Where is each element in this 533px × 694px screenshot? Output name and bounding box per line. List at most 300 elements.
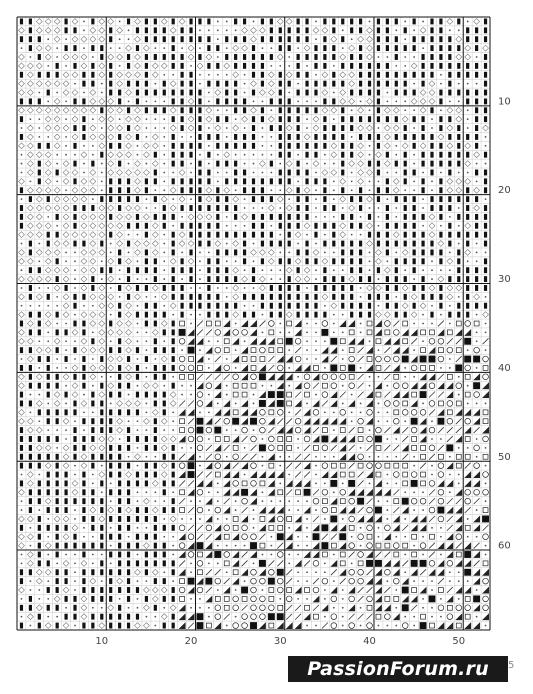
- cell-symbol-square: [465, 596, 470, 601]
- cell-symbol-dot: [485, 483, 487, 485]
- cell-symbol-diagonal: [295, 347, 301, 353]
- cell-symbol-diamond: [27, 356, 33, 362]
- cell-symbol-bar: [261, 214, 264, 220]
- cell-symbol-diamond: [358, 107, 364, 113]
- cell-symbol-bar: [297, 54, 300, 60]
- cell-symbol-dot: [458, 376, 460, 378]
- cell-symbol-diamond: [27, 427, 33, 433]
- cell-symbol-bar: [127, 383, 130, 389]
- cell-symbol-bar: [359, 72, 362, 78]
- cell-symbol-dot: [262, 154, 264, 156]
- cell-symbol-diagonal: [313, 489, 319, 495]
- cell-symbol-bar: [430, 134, 433, 140]
- cell-symbol-bar: [466, 267, 469, 273]
- cell-symbol-diamond: [108, 605, 114, 611]
- cell-symbol-bar: [457, 267, 460, 273]
- cell-symbol-diagonal: [322, 623, 328, 629]
- cell-symbol-diagonal: [384, 374, 390, 380]
- cell-symbol-dot: [163, 500, 165, 502]
- cell-symbol-diamond: [206, 116, 212, 122]
- cell-symbol-diagonal: [447, 516, 453, 522]
- cell-symbol-diamond: [143, 214, 149, 220]
- cell-symbol-bar: [109, 90, 112, 96]
- cell-symbol-circle: [349, 356, 355, 362]
- cell-symbol-diamond: [135, 401, 141, 407]
- cell-symbol-dot: [279, 456, 281, 458]
- cell-symbol-dot: [315, 216, 317, 218]
- cell-symbol-bar: [127, 276, 130, 282]
- cell-symbol-diamond: [152, 409, 158, 415]
- cell-symbol-diagonal: [313, 516, 319, 522]
- cell-symbol-dot: [413, 456, 415, 458]
- cell-symbol-diamond: [367, 285, 373, 291]
- cell-symbol-bar: [252, 134, 255, 140]
- cell-symbol-bar: [475, 303, 478, 309]
- cell-symbol-half: [330, 436, 337, 443]
- cell-symbol-diamond: [27, 107, 33, 113]
- cell-symbol-bar: [20, 365, 23, 371]
- cell-symbol-diagonal: [384, 587, 390, 593]
- cell-symbol-bar: [484, 187, 487, 193]
- cell-symbol-dot: [369, 21, 371, 23]
- cell-symbol-square: [465, 525, 470, 530]
- cell-symbol-diamond: [19, 489, 25, 495]
- cell-symbol-diagonal: [367, 614, 373, 620]
- cell-symbol-circle: [313, 561, 319, 567]
- cell-symbol-bar: [314, 90, 317, 96]
- cell-symbol-diamond: [135, 187, 141, 193]
- cell-symbol-half: [259, 507, 266, 514]
- cell-symbol-square: [349, 472, 354, 477]
- cell-symbol-dot: [279, 252, 281, 254]
- cell-symbol-dot: [101, 83, 103, 85]
- cell-symbol-dot: [306, 580, 308, 582]
- cell-symbol-dot: [485, 500, 487, 502]
- cell-symbol-square: [224, 437, 229, 442]
- cell-symbol-dot: [199, 411, 201, 413]
- cell-symbol-circle: [277, 516, 283, 522]
- cell-symbol-dot: [342, 47, 344, 49]
- cell-symbol-bar: [127, 178, 130, 184]
- cell-symbol-half: [411, 524, 418, 531]
- cell-symbol-dot: [226, 385, 228, 387]
- cell-symbol-diamond: [81, 285, 87, 291]
- cell-symbol-diamond: [45, 54, 51, 60]
- cell-symbol-diamond: [99, 205, 105, 211]
- cell-symbol-dot: [262, 385, 264, 387]
- cell-symbol-dot: [262, 172, 264, 174]
- cell-symbol-dot: [21, 243, 23, 245]
- cell-symbol-bar: [20, 205, 23, 211]
- cell-symbol-bar: [154, 543, 157, 549]
- cell-symbol-bar: [234, 205, 237, 211]
- cell-symbol-bar: [118, 187, 121, 193]
- cell-symbol-diamond: [36, 223, 42, 229]
- cell-symbol-square: [206, 321, 211, 326]
- cell-symbol-diamond: [117, 125, 123, 131]
- cell-symbol-circle: [385, 401, 391, 407]
- cell-symbol-bar: [20, 223, 23, 229]
- cell-symbol-diamond: [340, 223, 346, 229]
- cell-symbol-dot: [253, 163, 255, 165]
- cell-symbol-bar: [368, 90, 371, 96]
- cell-symbol-diamond: [27, 125, 33, 131]
- cell-symbol-dot: [369, 340, 371, 342]
- cell-symbol-bar: [189, 19, 192, 25]
- cell-symbol-bar: [207, 205, 210, 211]
- cell-symbol-dot: [422, 269, 424, 271]
- cell-symbol-diamond: [45, 187, 51, 193]
- cell-symbol-diamond: [126, 170, 132, 176]
- cell-symbol-bar: [118, 347, 121, 353]
- cell-symbol-bar: [234, 98, 237, 104]
- cell-symbol-bar: [29, 347, 32, 353]
- cell-symbol-bar: [154, 374, 157, 380]
- cell-symbol-diamond: [170, 125, 176, 131]
- cell-symbol-filled: [196, 427, 203, 434]
- cell-symbol-bar: [386, 178, 389, 184]
- cell-symbol-bar: [359, 27, 362, 33]
- cell-symbol-diamond: [438, 276, 444, 282]
- cell-symbol-diagonal: [438, 445, 444, 451]
- cell-symbol-bar: [64, 356, 67, 362]
- cell-symbol-dot: [404, 367, 406, 369]
- cell-symbol-bar: [127, 543, 130, 549]
- cell-symbol-filled: [464, 356, 471, 363]
- cell-symbol-dot: [74, 465, 76, 467]
- cell-symbol-diamond: [126, 45, 132, 51]
- cell-symbol-dot: [21, 509, 23, 511]
- cell-symbol-bar: [350, 54, 353, 60]
- cell-symbol-square: [483, 454, 488, 459]
- cell-symbol-dot: [110, 562, 112, 564]
- cell-symbol-diamond: [81, 249, 87, 255]
- cell-symbol-dot: [270, 225, 272, 227]
- cell-symbol-diamond: [117, 214, 123, 220]
- cell-symbol-dot: [467, 21, 469, 23]
- cell-symbol-bar: [297, 116, 300, 122]
- cell-symbol-dot: [244, 545, 246, 547]
- cell-symbol-dot: [315, 278, 317, 280]
- cell-symbol-square: [233, 517, 238, 522]
- cell-symbol-circle: [429, 338, 435, 344]
- cell-symbol-diamond: [45, 27, 51, 33]
- cell-symbol-bar: [189, 205, 192, 211]
- cell-symbol-diamond: [161, 445, 167, 451]
- cell-symbol-bar: [448, 276, 451, 282]
- cell-symbol-circle: [295, 356, 301, 362]
- cell-symbol-dot: [56, 47, 58, 49]
- cell-symbol-dot: [235, 260, 237, 262]
- cell-symbol-bar: [189, 232, 192, 238]
- cell-symbol-square: [233, 392, 238, 397]
- cell-symbol-filled: [268, 613, 275, 620]
- cell-symbol-square: [430, 365, 435, 370]
- cell-symbol-bar: [448, 205, 451, 211]
- cell-symbol-half: [223, 320, 230, 327]
- cell-symbol-diamond: [117, 81, 123, 87]
- cell-symbol-dot: [74, 580, 76, 582]
- cell-symbol-half: [295, 382, 302, 389]
- cell-symbol-bar: [421, 249, 424, 255]
- cell-symbol-bar: [172, 383, 175, 389]
- cell-symbol-bar: [243, 63, 246, 69]
- cell-symbol-dot: [235, 29, 237, 31]
- cell-symbol-filled: [339, 533, 346, 540]
- cell-symbol-bar: [466, 36, 469, 42]
- cell-symbol-square: [340, 365, 345, 370]
- cell-symbol-square: [180, 428, 185, 433]
- cell-symbol-dot: [422, 580, 424, 582]
- cell-symbol-bar: [243, 143, 246, 149]
- cell-symbol-diamond: [349, 98, 355, 104]
- cell-symbol-bar: [305, 249, 308, 255]
- cell-symbol-dot: [378, 403, 380, 405]
- cell-symbol-diamond: [117, 72, 123, 78]
- cell-symbol-dot: [288, 65, 290, 67]
- cell-symbol-half: [366, 364, 373, 371]
- cell-symbol-diagonal: [251, 454, 257, 460]
- cell-symbol-diamond: [447, 19, 453, 25]
- cell-symbol-diamond: [420, 107, 426, 113]
- cell-symbol-bar: [457, 63, 460, 69]
- cell-symbol-bar: [252, 63, 255, 69]
- cell-symbol-bar: [181, 187, 184, 193]
- cell-symbol-bar: [136, 45, 139, 51]
- cell-symbol-dot: [306, 65, 308, 67]
- cell-symbol-dot: [342, 589, 344, 591]
- cell-symbol-bar: [91, 401, 94, 407]
- cell-symbol-circle: [411, 498, 417, 504]
- cell-symbol-bar: [243, 249, 246, 255]
- cell-symbol-circle: [349, 569, 355, 575]
- cell-symbol-half: [268, 480, 275, 487]
- cell-symbol-filled: [464, 338, 471, 345]
- cell-symbol-diamond: [322, 27, 328, 33]
- cell-symbol-diamond: [63, 516, 69, 522]
- cell-symbol-bar: [297, 214, 300, 220]
- cell-symbol-dot: [74, 269, 76, 271]
- cell-symbol-circle: [295, 427, 301, 433]
- cell-symbol-square: [251, 383, 256, 388]
- cell-symbol-bar: [270, 285, 273, 291]
- cell-symbol-bar: [305, 205, 308, 211]
- cell-symbol-diamond: [358, 125, 364, 131]
- cell-symbol-bar: [198, 134, 201, 140]
- cell-symbol-dot: [208, 29, 210, 31]
- cell-symbol-diagonal: [474, 498, 480, 504]
- cell-symbol-dot: [47, 616, 49, 618]
- cell-symbol-diamond: [152, 134, 158, 140]
- cell-symbol-half: [375, 569, 382, 576]
- cell-symbol-bar: [163, 27, 166, 33]
- cell-symbol-dot: [279, 65, 281, 67]
- cell-symbol-diamond: [197, 63, 203, 69]
- cell-symbol-half: [330, 524, 337, 531]
- cell-symbol-dot: [110, 403, 112, 405]
- cell-symbol-dot: [422, 172, 424, 174]
- cell-symbol-diamond: [170, 516, 176, 522]
- cell-symbol-dot: [485, 145, 487, 147]
- cell-symbol-filled: [375, 560, 382, 567]
- cell-symbol-diamond: [45, 152, 51, 158]
- cell-symbol-half: [188, 489, 195, 496]
- cell-symbol-bar: [82, 374, 85, 380]
- cell-symbol-diamond: [411, 294, 417, 300]
- cell-symbol-bar: [64, 596, 67, 602]
- cell-symbol-square: [322, 428, 327, 433]
- cell-symbol-bar: [225, 90, 228, 96]
- cell-symbol-dot: [128, 234, 130, 236]
- cell-symbol-dot: [235, 589, 237, 591]
- cell-symbol-square: [367, 321, 372, 326]
- cell-symbol-circle: [429, 481, 435, 487]
- cell-symbol-dot: [253, 243, 255, 245]
- cell-symbol-filled: [259, 400, 266, 407]
- cell-symbol-diagonal: [224, 614, 230, 620]
- cell-symbol-dot: [262, 207, 264, 209]
- cell-symbol-dot: [351, 420, 353, 422]
- cell-symbol-bar: [457, 143, 460, 149]
- cell-symbol-bar: [91, 436, 94, 442]
- cell-symbol-square: [340, 561, 345, 566]
- cell-symbol-bar: [29, 569, 32, 575]
- cell-symbol-filled: [277, 533, 284, 540]
- cell-symbol-dot: [199, 456, 201, 458]
- cell-symbol-square: [421, 330, 426, 335]
- cell-symbol-dot: [101, 376, 103, 378]
- cell-symbol-dot: [47, 518, 49, 520]
- cell-symbol-bar: [189, 303, 192, 309]
- cell-symbol-bar: [341, 258, 344, 264]
- cell-symbol-square: [189, 374, 194, 379]
- cell-symbol-bar: [198, 116, 201, 122]
- cell-symbol-bar: [323, 45, 326, 51]
- cell-symbol-bar: [421, 72, 424, 78]
- cell-symbol-bar: [172, 321, 175, 327]
- cell-symbol-bar: [38, 498, 41, 504]
- cell-symbol-bar: [475, 36, 478, 42]
- cell-symbol-bar: [47, 143, 50, 149]
- cell-symbol-bar: [198, 205, 201, 211]
- cell-symbol-bar: [323, 19, 326, 25]
- cell-symbol-dot: [360, 625, 362, 627]
- cell-symbol-bar: [377, 196, 380, 202]
- cell-symbol-dot: [244, 154, 246, 156]
- cell-symbol-dot: [38, 367, 40, 369]
- cell-symbol-diamond: [72, 196, 78, 202]
- cell-symbol-half: [455, 436, 462, 443]
- cell-symbol-bar: [261, 116, 264, 122]
- cell-symbol-bar: [64, 392, 67, 398]
- cell-symbol-diamond: [54, 596, 60, 602]
- cell-symbol-dot: [404, 65, 406, 67]
- cell-symbol-bar: [163, 90, 166, 96]
- cell-symbol-bar: [261, 63, 264, 69]
- cell-symbol-bar: [413, 134, 416, 140]
- cell-symbol-dot: [137, 447, 139, 449]
- cell-symbol-bar: [82, 134, 85, 140]
- cell-symbol-dot: [279, 500, 281, 502]
- cell-symbol-dot: [431, 465, 433, 467]
- cell-symbol-diagonal: [242, 560, 248, 566]
- cell-symbol-diagonal: [304, 560, 310, 566]
- cell-symbol-bar: [305, 152, 308, 158]
- cell-symbol-bar: [136, 196, 139, 202]
- cell-symbol-bar: [20, 72, 23, 78]
- cell-symbol-half: [482, 427, 489, 434]
- cell-symbol-diamond: [420, 143, 426, 149]
- cell-symbol-half: [473, 418, 480, 425]
- cell-symbol-bar: [297, 187, 300, 193]
- cell-symbol-bar: [457, 161, 460, 167]
- cell-symbol-bar: [261, 36, 264, 42]
- cell-symbol-square: [394, 463, 399, 468]
- cell-symbol-bar: [145, 54, 148, 60]
- cell-symbol-bar: [430, 54, 433, 60]
- cell-symbol-circle: [340, 409, 346, 415]
- cell-symbol-diamond: [259, 276, 265, 282]
- cell-symbol-bar: [475, 107, 478, 113]
- cell-symbol-dot: [378, 625, 380, 627]
- cell-symbol-bar: [225, 205, 228, 211]
- cell-symbol-diamond: [304, 45, 310, 51]
- cell-symbol-dot: [119, 296, 121, 298]
- cell-symbol-dot: [29, 625, 31, 627]
- cell-symbol-dot: [422, 607, 424, 609]
- cell-symbol-dot: [386, 92, 388, 94]
- cell-symbol-half: [214, 382, 221, 389]
- cell-symbol-filled: [473, 382, 480, 389]
- cell-symbol-bar: [136, 214, 139, 220]
- cell-symbol-dot: [297, 100, 299, 102]
- cell-symbol-dot: [297, 154, 299, 156]
- cell-symbol-dot: [333, 456, 335, 458]
- cell-symbol-bar: [136, 285, 139, 291]
- cell-symbol-dot: [467, 518, 469, 520]
- cell-symbol-bar: [270, 161, 273, 167]
- cell-symbol-dot: [217, 180, 219, 182]
- cell-symbol-dot: [279, 323, 281, 325]
- cell-symbol-bar: [73, 125, 76, 131]
- cell-symbol-circle: [331, 383, 337, 389]
- cell-symbol-dot: [369, 429, 371, 431]
- cell-symbol-circle: [295, 418, 301, 424]
- cell-symbol-bar: [198, 170, 201, 176]
- cell-symbol-bar: [466, 294, 469, 300]
- cell-symbol-square: [180, 374, 185, 379]
- cell-symbol-dot: [146, 616, 148, 618]
- cell-symbol-diamond: [447, 178, 453, 184]
- cell-symbol-bar: [279, 45, 282, 51]
- cell-symbol-bar: [350, 90, 353, 96]
- cell-symbol-dot: [324, 589, 326, 591]
- cell-symbol-diamond: [19, 374, 25, 380]
- cell-symbol-diagonal: [286, 569, 292, 575]
- cell-symbol-dot: [440, 598, 442, 600]
- cell-symbol-diagonal: [420, 463, 426, 469]
- cell-symbol-bar: [377, 63, 380, 69]
- cell-symbol-diamond: [126, 338, 132, 344]
- cell-symbol-diagonal: [393, 445, 399, 451]
- cell-symbol-bar: [47, 392, 50, 398]
- cell-symbol-bar: [20, 116, 23, 122]
- cell-symbol-bar: [305, 312, 308, 318]
- cell-symbol-dot: [190, 571, 192, 573]
- cell-symbol-bar: [341, 170, 344, 176]
- cell-symbol-diamond: [135, 116, 141, 122]
- cell-symbol-dot: [208, 438, 210, 440]
